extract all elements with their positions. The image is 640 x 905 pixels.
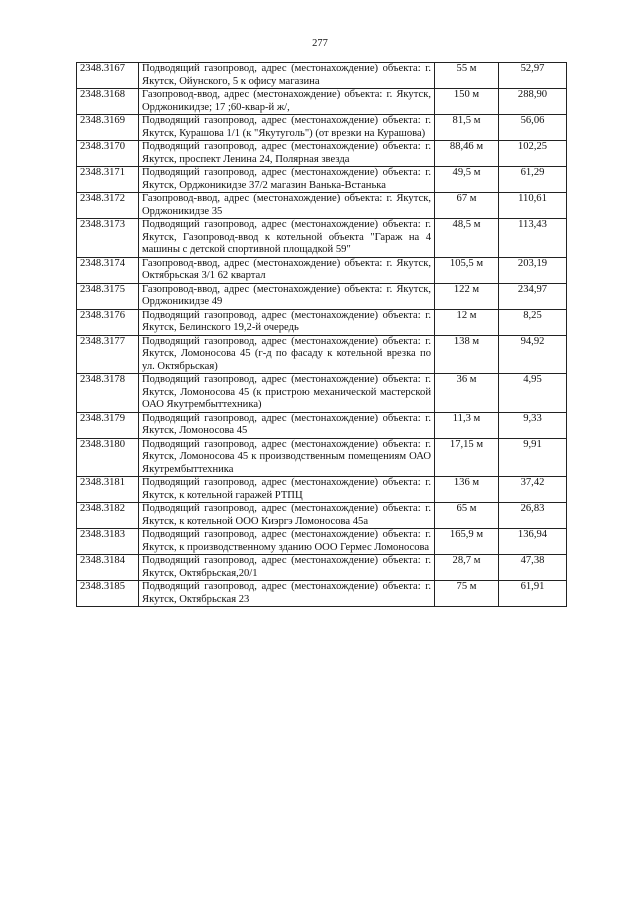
- table-row: [77, 89, 567, 115]
- row-id: 2348.3182: [77, 503, 139, 529]
- row-id: 2348.3174: [77, 257, 139, 283]
- row-length: 105,5 м: [435, 257, 499, 283]
- row-value: 203,19: [499, 257, 567, 283]
- table-row: [77, 477, 567, 503]
- table-row: [77, 335, 567, 374]
- row-description: Подводящий газопровод, адрес (местонахождение) объекта: г. Якутск, Белинского 19,2-й очередь: [139, 309, 435, 335]
- row-length: 138 м: [435, 335, 499, 374]
- row-length: 12 м: [435, 309, 499, 335]
- row-id: 2348.3173: [77, 219, 139, 258]
- row-id: 2348.3181: [77, 477, 139, 503]
- row-length: 75 м: [435, 581, 499, 607]
- row-length: 17,15 м: [435, 438, 499, 477]
- row-id: 2348.3185: [77, 581, 139, 607]
- row-id: 2348.3184: [77, 555, 139, 581]
- row-id: 2348.3167: [77, 63, 139, 89]
- table-row: [77, 412, 567, 438]
- row-description: Подводящий газопровод, адрес (местонахождение) объекта: г. Якутск, Ойунского, 5 к офису магазина: [139, 63, 435, 89]
- row-value: 26,83: [499, 503, 567, 529]
- row-length: 11,3 м: [435, 412, 499, 438]
- row-value: 61,91: [499, 581, 567, 607]
- row-id: 2348.3172: [77, 193, 139, 219]
- row-length: 88,46 м: [435, 141, 499, 167]
- registry-table-body: [77, 63, 567, 607]
- row-id: 2348.3170: [77, 141, 139, 167]
- row-description: Подводящий газопровод, адрес (местонахождение) объекта: г. Якутск, Курашова 1/1 (к "Якутуголь") (от врезки на Курашова): [139, 115, 435, 141]
- row-length: 150 м: [435, 89, 499, 115]
- row-description: Подводящий газопровод, адрес (местонахождение) объекта: г. Якутск, к производственному зданию ООО Гермес Ломоносова: [139, 529, 435, 555]
- table-row: [77, 257, 567, 283]
- table-row: [77, 115, 567, 141]
- row-value: 47,38: [499, 555, 567, 581]
- row-description: Подводящий газопровод, адрес (местонахождение) объекта: г. Якутск, Октябрьская,20/1: [139, 555, 435, 581]
- row-value: 234,97: [499, 283, 567, 309]
- row-value: 136,94: [499, 529, 567, 555]
- row-length: 36 м: [435, 374, 499, 413]
- row-id: 2348.3183: [77, 529, 139, 555]
- row-length: 48,5 м: [435, 219, 499, 258]
- row-id: 2348.3179: [77, 412, 139, 438]
- table-row: [77, 167, 567, 193]
- row-id: 2348.3171: [77, 167, 139, 193]
- row-description: Газопровод-ввод, адрес (местонахождение) объекта: г. Якутск, Орджоникидзе; 17 ;60-квар-й ж/,: [139, 89, 435, 115]
- table-row: [77, 309, 567, 335]
- row-length: 49,5 м: [435, 167, 499, 193]
- row-value: 61,29: [499, 167, 567, 193]
- table-row: [77, 283, 567, 309]
- row-id: 2348.3178: [77, 374, 139, 413]
- registry-table: [76, 62, 567, 607]
- row-value: 288,90: [499, 89, 567, 115]
- row-description: Газопровод-ввод, адрес (местонахождение) объекта: г. Якутск, Октябрьская 3/1 62 квартал: [139, 257, 435, 283]
- row-id: 2348.3180: [77, 438, 139, 477]
- row-value: 9,91: [499, 438, 567, 477]
- table-row: [77, 529, 567, 555]
- row-value: 113,43: [499, 219, 567, 258]
- row-value: 9,33: [499, 412, 567, 438]
- row-description: Подводящий газопровод, адрес (местонахождение) объекта: г. Якутск, Ломоносова 45: [139, 412, 435, 438]
- row-length: 81,5 м: [435, 115, 499, 141]
- table-row: [77, 438, 567, 477]
- row-id: 2348.3168: [77, 89, 139, 115]
- row-value: 37,42: [499, 477, 567, 503]
- row-description: Подводящий газопровод, адрес (местонахождение) объекта: г. Якутск, проспект Ленина 24, Полярная звезда: [139, 141, 435, 167]
- row-value: 8,25: [499, 309, 567, 335]
- row-description: Подводящий газопровод, адрес (местонахождение) объекта: г. Якутск, Ломоносова 45 (г-д по фасаду к котельной врезка по ул. Октябрьская): [139, 335, 435, 374]
- row-id: 2348.3177: [77, 335, 139, 374]
- row-description: Подводящий газопровод, адрес (местонахождение) объекта: г. Якутск, Ломоносова 45 к производственным помещениям ОАО Якутрембыттехника: [139, 438, 435, 477]
- row-description: Подводящий газопровод, адрес (местонахождение) объекта: г. Якутск, к котельной гаражей РТПЦ: [139, 477, 435, 503]
- table-row: [77, 141, 567, 167]
- table-row: [77, 503, 567, 529]
- row-description: Подводящий газопровод, адрес (местонахождение) объекта: г. Якутск, Октябрьская 23: [139, 581, 435, 607]
- row-description: Подводящий газопровод, адрес (местонахождение) объекта: г. Якутск, Ломоносова 45 (к пристрою механической мастерской ОАО Якутрембыттехника): [139, 374, 435, 413]
- row-description: Подводящий газопровод, адрес (местонахождение) объекта: г. Якутск, к котельной ООО Киэргэ Ломоносова 45а: [139, 503, 435, 529]
- row-value: 4,95: [499, 374, 567, 413]
- row-description: Подводящий газопровод, адрес (местонахождение) объекта: г. Якутск, Газопровод-ввод к котельной объекта "Гараж на 4 машины с детской спортивной площадкой 59": [139, 219, 435, 258]
- row-id: 2348.3175: [77, 283, 139, 309]
- row-length: 122 м: [435, 283, 499, 309]
- row-value: 110,61: [499, 193, 567, 219]
- row-length: 136 м: [435, 477, 499, 503]
- row-length: 65 м: [435, 503, 499, 529]
- table-row: [77, 555, 567, 581]
- row-value: 94,92: [499, 335, 567, 374]
- row-length: 165,9 м: [435, 529, 499, 555]
- row-length: 28,7 м: [435, 555, 499, 581]
- table-row: [77, 63, 567, 89]
- row-description: Газопровод-ввод, адрес (местонахождение) объекта: г. Якутск, Орджоникидзе 49: [139, 283, 435, 309]
- row-length: 55 м: [435, 63, 499, 89]
- table-row: [77, 581, 567, 607]
- row-id: 2348.3176: [77, 309, 139, 335]
- row-value: 102,25: [499, 141, 567, 167]
- row-id: 2348.3169: [77, 115, 139, 141]
- page-number: 277: [312, 38, 328, 49]
- table-row: [77, 374, 567, 413]
- row-description: Подводящий газопровод, адрес (местонахождение) объекта: г. Якутск, Орджоникидзе 37/2 магазин Ванька-Встанька: [139, 167, 435, 193]
- row-description: Газопровод-ввод, адрес (местонахождение) объекта: г. Якутск, Орджоникидзе 35: [139, 193, 435, 219]
- table-row: [77, 219, 567, 258]
- row-value: 56,06: [499, 115, 567, 141]
- row-value: 52,97: [499, 63, 567, 89]
- row-length: 67 м: [435, 193, 499, 219]
- table-row: [77, 193, 567, 219]
